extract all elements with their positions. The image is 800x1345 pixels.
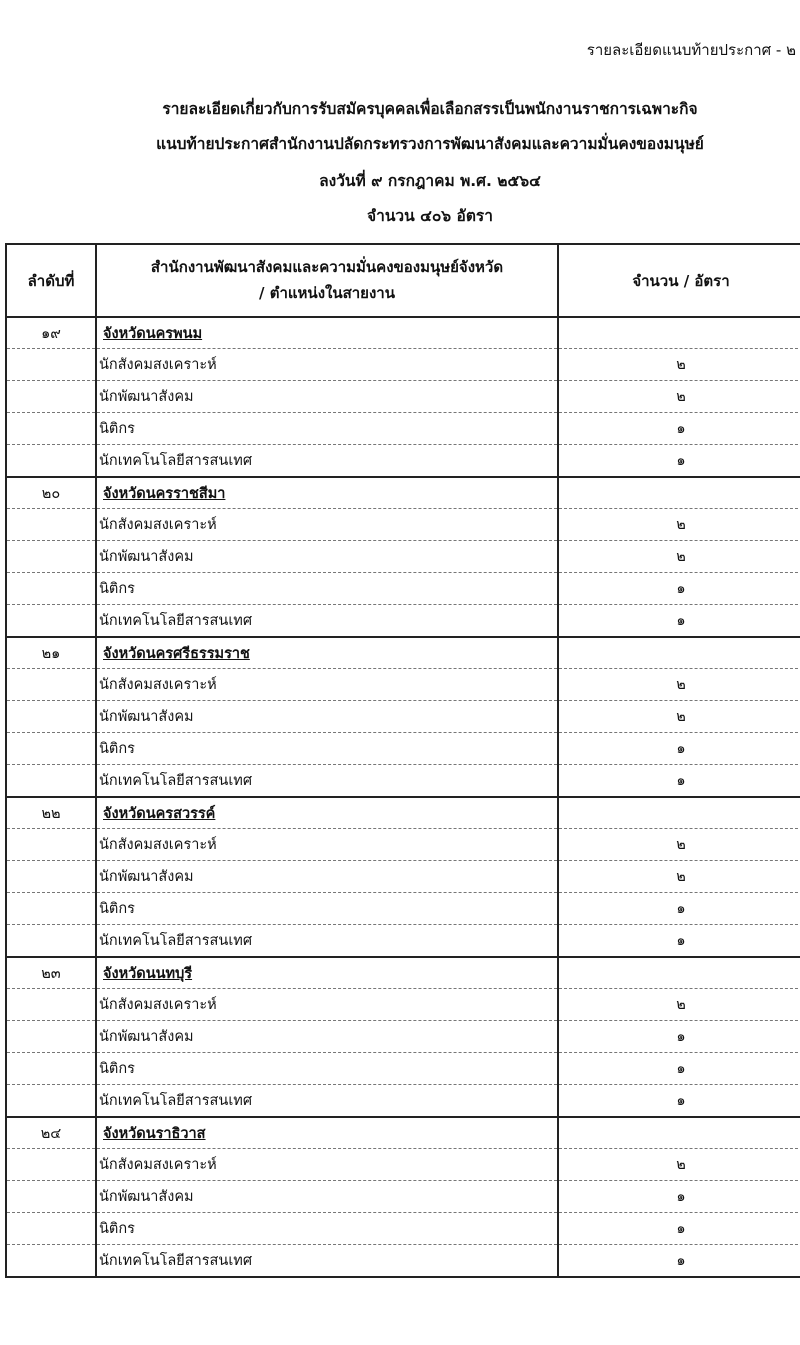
position-row [6,1181,800,1213]
position-count: ๑ [558,893,800,925]
empty-number-cell [6,829,96,861]
province-row [6,317,800,349]
position-name: นักสังคมสงเคราะห์ [96,509,558,541]
empty-number-cell [6,605,96,638]
position-row [6,573,800,605]
position-name: นักสังคมสงเคราะห์ [96,1149,558,1181]
province-label: จังหวัดนนทบุรี [103,965,193,982]
position-name: นิติกร [96,413,558,445]
position-row [6,765,800,798]
position-count: ๑ [558,605,800,638]
position-name: นักเทคโนโลยีสารสนเทศ [96,1085,558,1118]
row-number: ๑๙ [6,317,96,349]
position-count: ๑ [558,1021,800,1053]
position-name: นักพัฒนาสังคม [96,381,558,413]
position-row [6,381,800,413]
document-date: ลงวันที่ ๙ กรกฎาคม พ.ศ. ๒๕๖๔ [319,172,541,190]
province-name [96,477,558,509]
position-count: ๒ [558,669,800,701]
position-count: ๑ [558,1213,800,1245]
empty-number-cell [6,1085,96,1118]
position-row [6,1213,800,1245]
empty-number-cell [6,1213,96,1245]
empty-number-cell [6,1053,96,1085]
position-row [6,861,800,893]
province-name [96,957,558,989]
position-count: ๑ [558,1085,800,1118]
position-count: ๒ [558,989,800,1021]
column-header-count: จำนวน / อัตรา [558,244,800,317]
position-name: นักเทคโนโลยีสารสนเทศ [96,445,558,478]
province-count-cell [558,1117,800,1149]
row-number: ๒๐ [6,477,96,509]
position-name: นักสังคมสงเคราะห์ [96,669,558,701]
position-row [6,701,800,733]
empty-number-cell [6,861,96,893]
empty-number-cell [6,541,96,573]
empty-number-cell [6,989,96,1021]
position-count: ๑ [558,445,800,478]
position-row [6,445,800,478]
column-header-office-line2: / ตำแหน่งในสายงาน [259,283,395,302]
position-count: ๑ [558,765,800,798]
position-name: นักเทคโนโลยีสารสนเทศ [96,765,558,798]
position-name: นักสังคมสงเคราะห์ [96,349,558,381]
province-count-cell [558,637,800,669]
position-count: ๒ [558,701,800,733]
position-count: ๑ [558,925,800,958]
position-row [6,413,800,445]
position-name: นิติกร [96,733,558,765]
position-row [6,1021,800,1053]
empty-number-cell [6,1149,96,1181]
position-name: นักพัฒนาสังคม [96,1181,558,1213]
province-row [6,637,800,669]
province-count-cell [558,797,800,829]
position-row [6,733,800,765]
position-row [6,1085,800,1118]
empty-number-cell [6,893,96,925]
province-row [6,1117,800,1149]
position-name: นักพัฒนาสังคม [96,701,558,733]
position-row [6,925,800,958]
province-count-cell [558,317,800,349]
column-header-office-line1: สำนักงานพัฒนาสังคมและความมั่นคงของมนุษย์จังหวัด [150,258,504,276]
position-name: นักสังคมสงเคราะห์ [96,989,558,1021]
document-title: รายละเอียดเกี่ยวกับการรับสมัครบุคคลเพื่อเลือกสรรเป็นพนักงานราชการเฉพาะกิจ [162,100,698,118]
empty-number-cell [6,445,96,478]
column-header-no: ลำดับที่ [6,244,96,317]
province-count-cell [558,957,800,989]
position-count: ๑ [558,1181,800,1213]
province-name [96,637,558,669]
position-count: ๑ [558,573,800,605]
table-body [6,317,800,1277]
position-count: ๒ [558,349,800,381]
position-row [6,1245,800,1278]
position-name: นักพัฒนาสังคม [96,861,558,893]
position-name: นักเทคโนโลยีสารสนเทศ [96,605,558,638]
positions-table [5,243,800,1278]
position-count: ๑ [558,413,800,445]
empty-number-cell [6,669,96,701]
empty-number-cell [6,1245,96,1278]
position-count: ๒ [558,861,800,893]
province-label: จังหวัดนครศรีธรรมราช [103,645,250,662]
province-name [96,797,558,829]
position-count: ๑ [558,733,800,765]
position-row [6,829,800,861]
position-name: นิติกร [96,893,558,925]
position-row [6,1053,800,1085]
position-count: ๒ [558,541,800,573]
row-number: ๒๓ [6,957,96,989]
position-row [6,541,800,573]
column-header-office [96,244,558,317]
province-count-cell [558,477,800,509]
empty-number-cell [6,765,96,798]
province-row [6,797,800,829]
row-number: ๒๔ [6,1117,96,1149]
position-name: นักพัฒนาสังคม [96,541,558,573]
position-count: ๒ [558,829,800,861]
empty-number-cell [6,573,96,605]
province-label: จังหวัดนครพนม [103,325,203,342]
position-row [6,669,800,701]
document-total: จำนวน ๔๐๖ อัตรา [367,207,493,225]
position-count: ๑ [558,1053,800,1085]
province-row [6,477,800,509]
position-count: ๑ [558,1245,800,1278]
province-label: จังหวัดนครสวรรค์ [103,805,216,822]
empty-number-cell [6,1021,96,1053]
province-label: จังหวัดนครราชสีมา [103,485,226,502]
empty-number-cell [6,413,96,445]
position-row [6,1149,800,1181]
position-name: นิติกร [96,1053,558,1085]
position-row [6,509,800,541]
empty-number-cell [6,1181,96,1213]
province-label: จังหวัดนราธิวาส [103,1125,206,1142]
position-row [6,989,800,1021]
position-count: ๒ [558,381,800,413]
empty-number-cell [6,925,96,958]
empty-number-cell [6,509,96,541]
empty-number-cell [6,381,96,413]
empty-number-cell [6,349,96,381]
table-header-row [6,244,800,317]
empty-number-cell [6,701,96,733]
attachment-reference: รายละเอียดแนบท้ายประกาศ - ๒ [586,41,796,59]
document-subtitle: แนบท้ายประกาศสำนักงานปลัดกระทรวงการพัฒนาสังคมและความมั่นคงของมนุษย์ [156,135,704,153]
position-row [6,893,800,925]
row-number: ๒๑ [6,637,96,669]
position-row [6,605,800,638]
position-count: ๒ [558,1149,800,1181]
position-name: นักเทคโนโลยีสารสนเทศ [96,925,558,958]
position-name: นิติกร [96,1213,558,1245]
position-name: นักสังคมสงเคราะห์ [96,829,558,861]
position-count: ๒ [558,509,800,541]
position-row [6,349,800,381]
position-name: นักเทคโนโลยีสารสนเทศ [96,1245,558,1278]
province-row [6,957,800,989]
empty-number-cell [6,733,96,765]
province-name [96,317,558,349]
row-number: ๒๒ [6,797,96,829]
province-name [96,1117,558,1149]
position-name: นักพัฒนาสังคม [96,1021,558,1053]
position-name: นิติกร [96,573,558,605]
